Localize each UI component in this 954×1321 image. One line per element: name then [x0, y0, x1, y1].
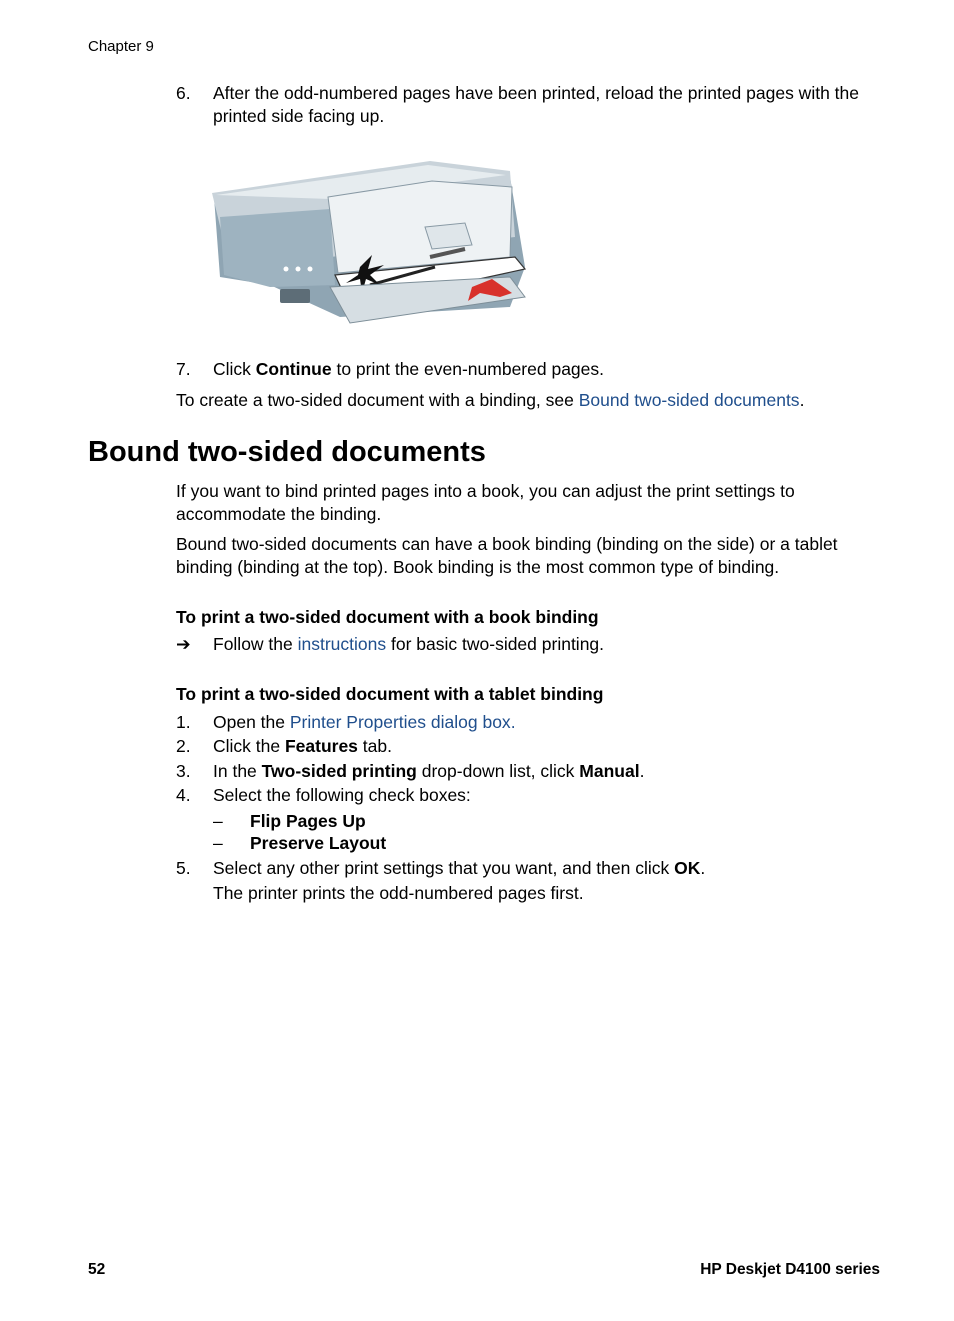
binding-note: To create a two-sided document with a binding, see Bound two-sided documents.	[176, 390, 805, 410]
page-number: 52	[88, 1261, 106, 1278]
arrow-bullet: ➔	[176, 634, 191, 654]
printer-reload-illustration	[210, 157, 530, 324]
printer-properties-link[interactable]: Printer Properties dialog box	[289, 712, 511, 732]
section-title: Bound two-sided documents	[88, 436, 486, 468]
flip-pages-up-label: Flip Pages Up	[250, 811, 366, 831]
intro-paragraph-1: If you want to bind printed pages into a book, you can adjust the print settings to accommodate the binding.	[176, 481, 795, 524]
book-binding-instruction: Follow the instructions for basic two-sided printing.	[213, 634, 605, 654]
bound-two-sided-link[interactable]: Bound two-sided documents	[578, 390, 800, 410]
tablet-step-4-text: Select the following check boxes:	[213, 785, 471, 805]
tablet-step-2-number: 2.	[176, 736, 191, 756]
tablet-step-5-text: Select any other print settings that you want, and then click OK.	[213, 858, 706, 878]
preserve-layout-label: Preserve Layout	[250, 833, 387, 853]
product-name: HP Deskjet D4100 series	[700, 1261, 880, 1278]
step-7-text: Click Continue to print the even-numbered pages.	[213, 359, 605, 379]
step-7-number: 7.	[176, 359, 191, 379]
tablet-step-1-number: 1.	[176, 712, 191, 732]
tablet-step-1-text: Open the Printer Properties dialog box.	[213, 712, 516, 732]
intro-paragraph-2: Bound two-sided documents can have a book binding (binding on the side) or a tablet binding (binding at the top). Book binding is the most common type of binding.	[176, 534, 838, 577]
checkbox-dash: –	[213, 811, 223, 831]
book-binding-heading: To print a two-sided document with a book binding	[176, 607, 599, 627]
instructions-link[interactable]: instructions	[297, 634, 387, 654]
step-6-text: After the odd-numbered pages have been printed, reload the printed pages with the printed side facing up.	[213, 83, 859, 126]
step-6-number: 6.	[176, 83, 191, 103]
tablet-step-2-text: Click the Features tab.	[213, 736, 392, 756]
chapter-label: Chapter 9	[88, 38, 154, 55]
checkbox-dash: –	[213, 833, 223, 853]
tablet-step-3-text: In the Two-sided printing drop-down list, click Manual.	[213, 761, 645, 781]
tablet-step-5-number: 5.	[176, 858, 191, 878]
tablet-step-5-note: The printer prints the odd-numbered pages first.	[213, 883, 584, 903]
tablet-binding-heading: To print a two-sided document with a tablet binding	[176, 684, 604, 704]
tablet-step-4-number: 4.	[176, 785, 191, 805]
tablet-step-3-number: 3.	[176, 761, 191, 781]
